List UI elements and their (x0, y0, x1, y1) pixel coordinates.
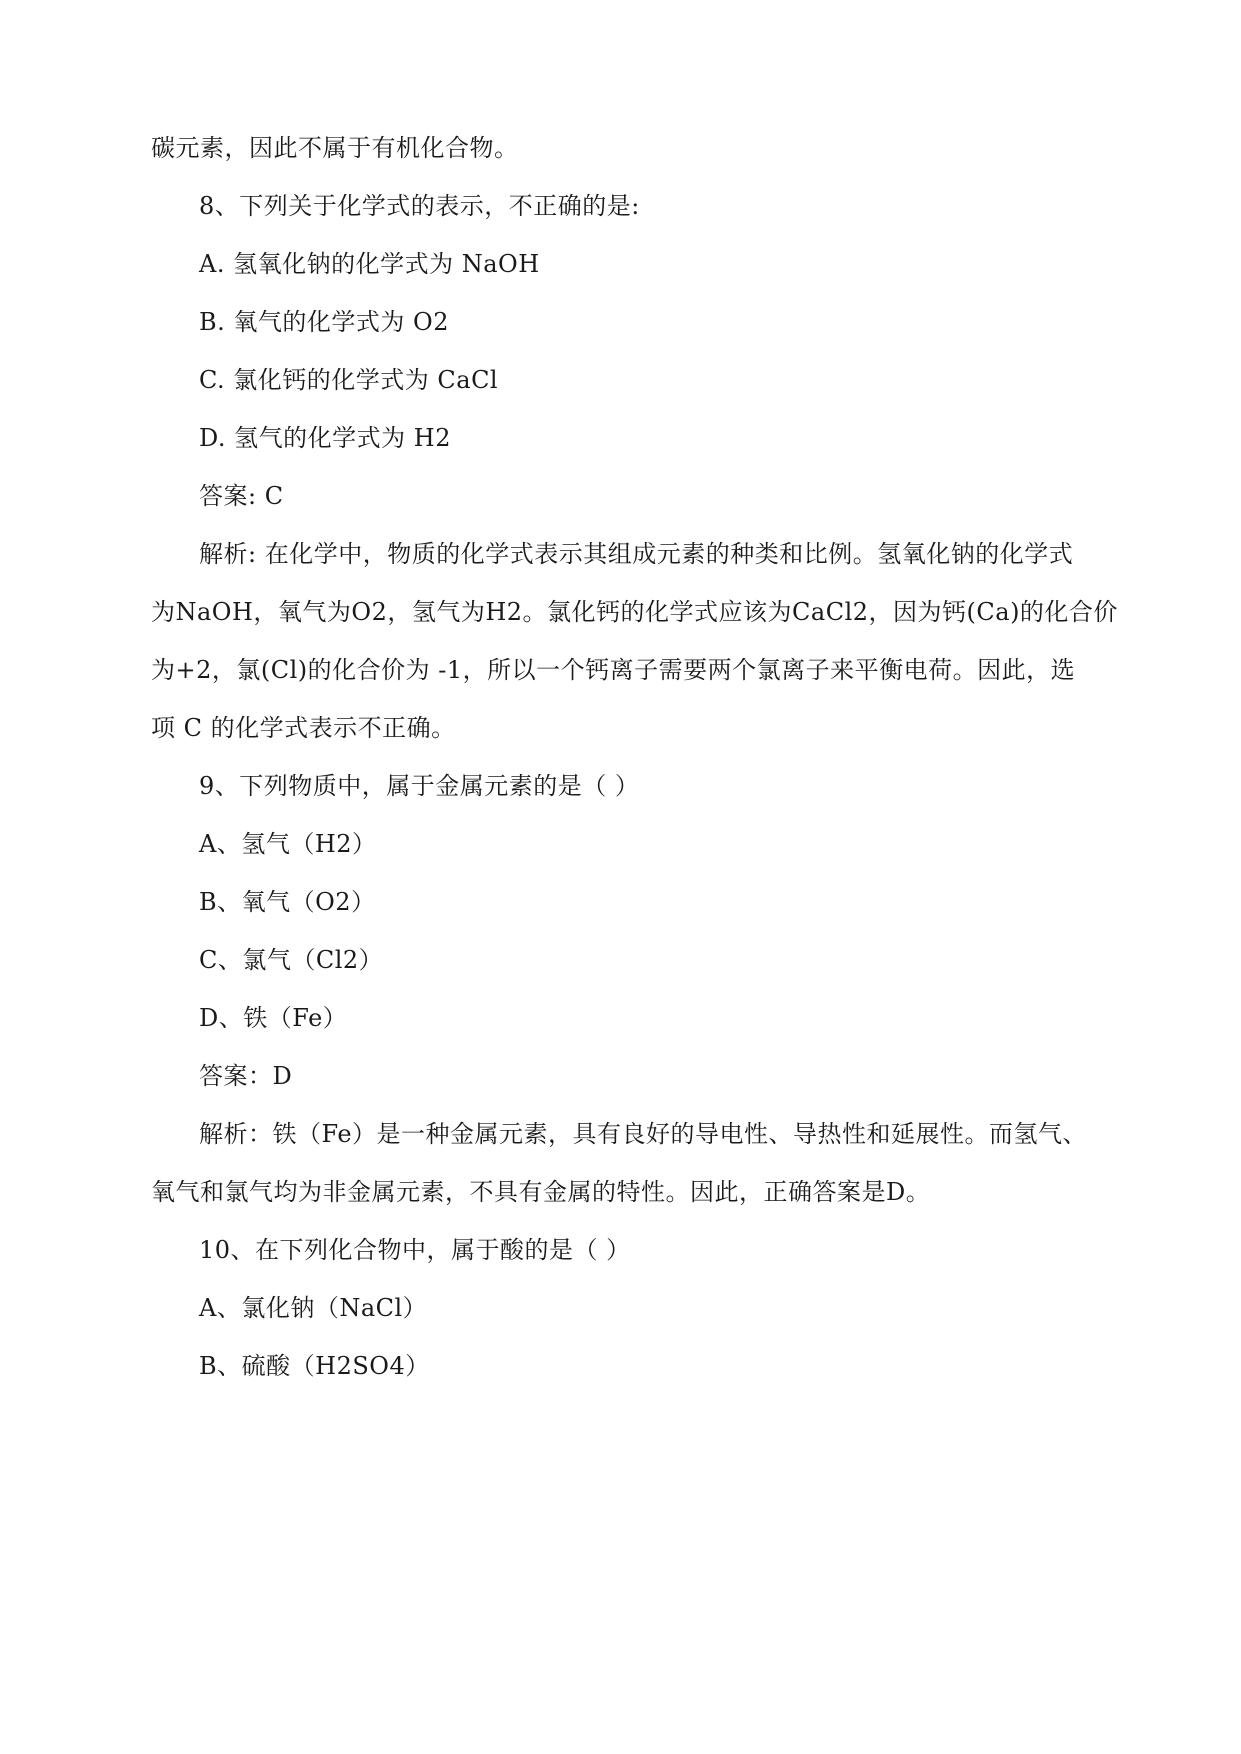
question-8-answer: 答案: C (199, 482, 284, 510)
question-9-option-a: A、氢气（H2） (199, 830, 377, 858)
question-8-option-c: C. 氯化钙的化学式为 CaCl (199, 366, 499, 394)
question-9-explanation-line: 解析：铁（Fe）是一种金属元素，具有良好的导电性、导热性和延展性。而氢气、 (199, 1120, 1088, 1148)
question-9-option-d: D、铁（Fe） (199, 1004, 348, 1032)
question-8-explanation-line: 为NaOH，氧气为O2，氢气为H2。氯化钙的化学式应该为CaCl2，因为钙(Ca)的化合价 (151, 598, 1118, 626)
question-8-explanation-line: 为+2，氯(Cl)的化合价为 -1，所以一个钙离子需要两个氯离子来平衡电荷。因此，选 (151, 656, 1076, 684)
question-9-option-b: B、氧气（O2） (199, 888, 376, 916)
question-10-option-b: B、硫酸（H2SO4） (199, 1352, 430, 1380)
question-8-explanation-line: 解析: 在化学中，物质的化学式表示其组成元素的种类和比例。氢氧化钠的化学式 (199, 540, 1074, 568)
question-9-stem: 9、下列物质中，属于金属元素的是（ ） (199, 772, 640, 800)
question-10-option-a: A、氯化钠（NaCl） (199, 1294, 428, 1322)
paragraph-line: 碳元素，因此不属于有机化合物。 (151, 134, 519, 162)
question-8-option-d: D. 氢气的化学式为 H2 (199, 424, 451, 452)
question-8-stem: 8、下列关于化学式的表示，不正确的是: (199, 192, 640, 220)
question-8-explanation-line: 项 C 的化学式表示不正确。 (151, 714, 456, 742)
question-9-answer: 答案：D (199, 1062, 293, 1090)
question-8-option-b: B. 氧气的化学式为 O2 (199, 308, 449, 336)
question-10-stem: 10、在下列化合物中，属于酸的是（ ） (199, 1236, 631, 1264)
question-9-option-c: C、氯气（Cl2） (199, 946, 384, 974)
question-9-explanation-line: 氧气和氯气均为非金属元素，不具有金属的特性。因此，正确答案是D。 (151, 1178, 931, 1206)
question-8-option-a: A. 氢氧化钠的化学式为 NaOH (199, 250, 540, 278)
